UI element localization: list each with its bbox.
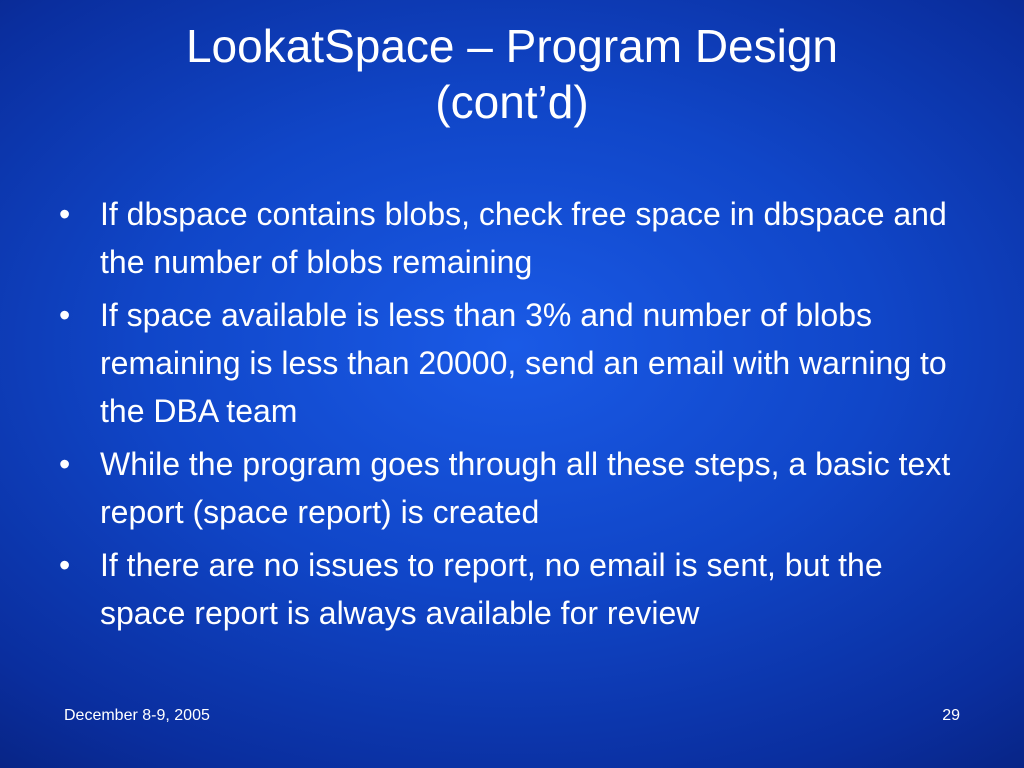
bullet-list [56,190,976,642]
page-number: 29 [942,707,960,724]
bullet-dot-icon: • [59,547,71,583]
bullet-dot-icon: • [59,446,71,482]
slide-title [40,18,984,130]
slide-title-line-1: LookatSpace – Program Design [185,20,839,72]
bullet-text-3: While the program goes through all these steps, a basic text report (space report) is created [100,446,951,530]
bullet-dot-icon: • [59,297,71,333]
bullet-item-3 [56,440,976,536]
bullet-item-2 [56,291,976,435]
bullet-dot-icon: • [59,196,71,232]
bullet-text-4: If there are no issues to report, no email is sent, but the space report is always available for review [100,547,883,631]
bullet-item-4 [56,541,976,637]
bullet-text-2: If space available is less than 3% and number of blobs remaining is less than 20000, send an email with warning to the DBA team [100,297,947,429]
slide-title-line-2: (cont’d) [435,76,589,128]
bullet-text-1: If dbspace contains blobs, check free space in dbspace and the number of blobs remaining [100,196,947,280]
footer-date: December 8-9, 2005 [64,707,210,724]
bullet-item-1 [56,190,976,286]
